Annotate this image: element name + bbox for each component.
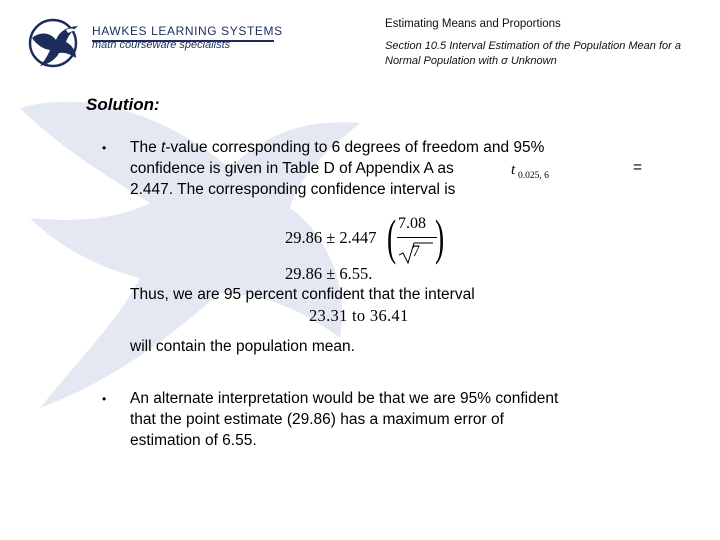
equals-sign: = [633, 159, 643, 176]
formula-denominator: 7 [412, 243, 420, 260]
text-run: -value corresponding to 6 degrees of freedom and 95% [165, 139, 545, 156]
bullet-marker: • [102, 392, 107, 406]
eagle-icon [26, 18, 82, 68]
t-subscript: 0.025, 6 [518, 171, 549, 181]
paragraph-line: confidence is given in Table D of Appendix A as [130, 160, 454, 177]
topic-title: Estimating Means and Proportions [385, 18, 561, 30]
formula-result: 29.86 ± 6.55. [285, 264, 373, 283]
header [0, 0, 720, 78]
fraction-bar [397, 237, 437, 238]
left-paren: ( [387, 209, 397, 265]
paragraph-line: will contain the population mean. [130, 338, 355, 355]
confidence-interval-formula [285, 209, 455, 265]
solution-heading: Solution: [86, 95, 160, 114]
paragraph-line: An alternate interpretation would be that we are 95% confident [130, 390, 559, 407]
paragraph-line [130, 137, 544, 158]
formula-numerator: 7.08 [398, 215, 426, 232]
paragraph-line: Thus, we are 95 percent confident that the interval [130, 286, 475, 303]
paragraph-line: estimation of 6.55. [130, 432, 257, 449]
paragraph-line: that the point estimate (29.86) has a maximum error of [130, 411, 504, 428]
text-run: The [130, 139, 162, 156]
paragraph-line: 2.447. The corresponding confidence interval is [130, 181, 456, 198]
formula-lead: 29.86 ± 2.447 [285, 228, 377, 247]
section-title: Section 10.5 Interval Estimation of the Population Mean for a Normal Population with σ Unknown [385, 40, 681, 67]
interval-value: 23.31 to 36.41 [309, 306, 409, 325]
bullet-marker: • [102, 141, 107, 155]
brand-name: HAWKES LEARNING SYSTEMS [92, 24, 283, 38]
brand-tagline: math courseware specialists [92, 39, 231, 51]
t-symbol: t [511, 162, 516, 178]
right-paren: ) [435, 209, 445, 265]
t-variable: t [161, 139, 166, 156]
